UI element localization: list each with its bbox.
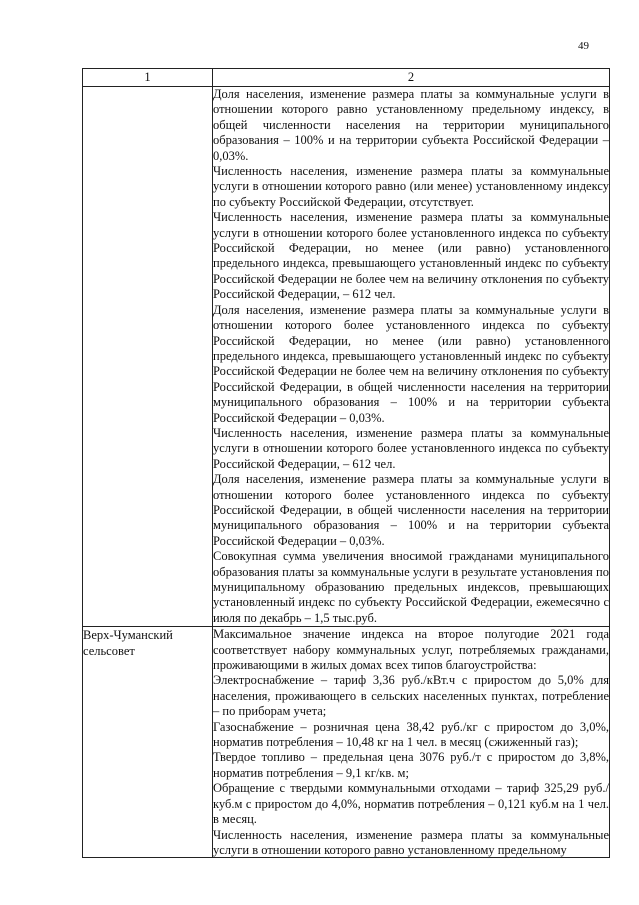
table-row [83, 87, 610, 627]
paragraph: Совокупная сумма увеличения вносимой гражданами муниципального образования платы за коммунальные услуги в результате установления по муниципальному образованию предельных индексов, превышающих установленный индекс по субъекту Российской Федерации, ежемесячно с июля по декабрь – 1,5 тыс.руб. [213, 549, 609, 625]
paragraph: Максимальное значение индекса на второе полугодие 2021 года соответствует набору коммунальных услуг, потребляемых гражданами, проживающими в жилых домах всех типов благоустройства: [213, 627, 609, 673]
paragraph: Электроснабжение – тариф 3,36 руб./кВт.ч с приростом до 5,0% для населения, проживающего в сельских населенных пунктах, потребление – по приборам учета; [213, 673, 609, 719]
paragraph: Численность населения, изменение размера платы за коммунальные услуги в отношении которого более установленного индекса по субъекту Российской Федерации, но менее (или равно) установленного предельного индекса, превышающего установленный индекс по субъекту Российской Федерации не более чем на величину отклонения по субъекту Российской Федерации, – 612 чел. [213, 210, 609, 302]
document-table [82, 68, 610, 858]
paragraph: Доля населения, изменение размера платы за коммунальные услуги в отношении которого равно установленному предельному индексу, в общей численности населения на территории муниципального образования – 100% и на территории субъекта Российской Федерации – 0,03%. [213, 87, 609, 163]
municipality-cell: Верх-Чуманский сельсовет [83, 627, 213, 858]
description-cell-clip [213, 627, 609, 857]
description-cell [213, 87, 610, 627]
table-header-cell: 2 [213, 69, 610, 87]
table-header-row [83, 69, 610, 87]
paragraph: Доля населения, изменение размера платы за коммунальные услуги в отношении которого более установленного индекса по субъекту Российской Федерации, но менее (или равно) установленного предельного индекса, превышающего установленный индекс по субъекту Российской Федерации не более чем на величину отклонения по субъекту Российской Федерации, в общей численности населения на территории муниципального образования – 100% и на территории субъекта Российской Федерации – 0,03%. [213, 302, 609, 425]
table-header-cell: 1 [83, 69, 213, 87]
paragraph: Численность населения, изменение размера платы за коммунальные услуги в отношении которого равно (или менее) установленному индексу по субъекту Российской Федерации, отсутствует. [213, 164, 609, 209]
paragraph: Газоснабжение – розничная цена 38,42 руб./кг с приростом до 3,0%, норматив потребления – 10,48 кг на 1 чел. в месяц (сжиженный газ); [213, 719, 609, 750]
paragraph: Обращение с твердыми коммунальными отходами – тариф 325,29 руб./куб.м с приростом до 4,0%, норматив потребления – 0,121 куб.м на 1 чел. в месяц. [213, 781, 609, 827]
description-cell [213, 627, 610, 858]
paragraph: Твердое топливо – предельная цена 3076 руб./т с приростом до 3,8%, норматив потребления – 9,1 кг/кв. м; [213, 750, 609, 780]
paragraph: Доля населения, изменение размера платы за коммунальные услуги в отношении которого более установленного индекса по субъекту Российской Федерации, в общей численности населения на территории муниципального образования – 100% и на территории субъекта Российской Федерации – 0,03%. [213, 472, 609, 548]
table-row [83, 627, 610, 858]
paragraph: Численность населения, изменение размера платы за коммунальные услуги в отношении которого более установленного индекса по субъекту Российской Федерации, – 612 чел. [213, 425, 609, 471]
municipality-cell [83, 87, 213, 627]
page-number: 49 [578, 40, 589, 52]
paragraph: Численность населения, изменение размера платы за коммунальные услуги в отношении которого равно установленному предельному [213, 827, 609, 857]
